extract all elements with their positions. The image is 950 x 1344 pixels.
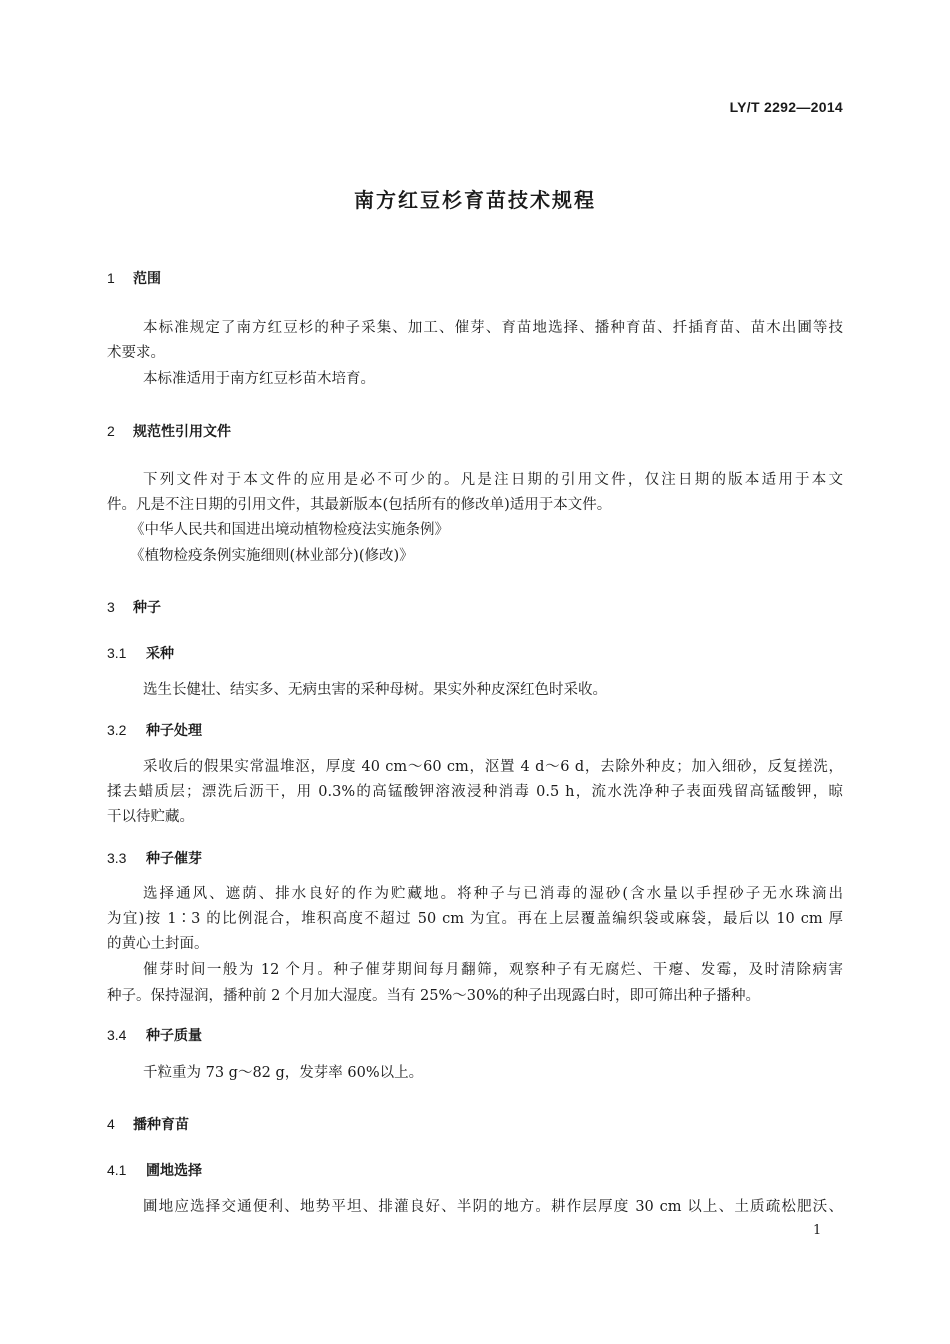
section-title: 范围 <box>133 271 161 287</box>
paragraph-line: 件。凡是不注日期的引用文件，其最新版本(包括所有的修改单)适用于本文件。 <box>107 497 612 513</box>
section-number: 3.2 <box>107 722 127 738</box>
section-number: 4.1 <box>107 1162 127 1178</box>
section-heading-3 <box>107 597 161 617</box>
paragraph-line: 选择通风、遮荫、排水良好的作为贮藏地。将种子与已消毒的湿砂(含水量以手捏砂子无水珠滴出 <box>143 886 843 902</box>
paragraph-line: 术要求。 <box>107 345 165 361</box>
paragraph-line: 催芽时间一般为 12 个月。种子催芽期间每月翻筛，观察种子有无腐烂、干瘪、发霉，及时清除病害 <box>143 962 843 978</box>
section-title: 采种 <box>146 646 174 662</box>
paragraph-line: 千粒重为 73 g～82 g，发芽率 60%以上。 <box>143 1065 424 1081</box>
paragraph-line: 的黄心土封面。 <box>107 936 209 952</box>
section-number: 4 <box>107 1116 115 1132</box>
reference-item: 《中华人民共和国进出境动植物检疫法实施条例》 <box>130 522 449 538</box>
subsection-heading-3-1 <box>107 643 174 663</box>
section-title: 种子质量 <box>146 1028 202 1044</box>
section-title: 播种育苗 <box>133 1117 189 1133</box>
section-title: 圃地选择 <box>146 1163 202 1179</box>
paragraph-line: 本标准规定了南方红豆杉的种子采集、加工、催芽、育苗地选择、播种育苗、扦插育苗、苗木出圃等技 <box>143 320 843 336</box>
section-number: 3 <box>107 599 115 615</box>
section-number: 3.1 <box>107 645 127 661</box>
paragraph-line: 圃地应选择交通便利、地势平坦、排灌良好、半阴的地方。耕作层厚度 30 cm 以上、土质疏松肥沃、 <box>143 1199 843 1215</box>
section-title: 种子 <box>133 600 161 616</box>
document-title: 南方红豆杉育苗技术规程 <box>354 188 596 212</box>
page-number: 1 <box>813 1223 822 1238</box>
section-title: 规范性引用文件 <box>133 424 231 440</box>
section-heading-1 <box>107 268 161 288</box>
subsection-heading-3-4 <box>107 1025 202 1045</box>
paragraph-line: 为宜)按 1∶3 的比例混合，堆积高度不超过 50 cm 为宜。再在上层覆盖编织袋或麻袋，最后以 10 cm 厚 <box>107 911 843 927</box>
paragraph-line: 种子。保持湿润，播种前 2 个月加大湿度。当有 25%～30%的种子出现露白时，即可筛出种子播种。 <box>107 988 761 1004</box>
section-title: 种子催芽 <box>146 851 202 867</box>
paragraph-line: 下列文件对于本文件的应用是必不可少的。凡是注日期的引用文件，仅注日期的版本适用于本文 <box>143 472 843 488</box>
paragraph-line: 揉去蜡质层；漂洗后沥干，用 0.3%的高锰酸钾溶液浸种消毒 0.5 h，流水洗净种子表面残留高锰酸钾，晾 <box>107 784 843 800</box>
subsection-heading-4-1 <box>107 1160 202 1180</box>
section-heading-4 <box>107 1114 189 1134</box>
standard-number: LY/T 2292—2014 <box>729 99 843 115</box>
paragraph-line: 干以待贮藏。 <box>107 809 194 825</box>
subsection-heading-3-2 <box>107 720 202 740</box>
paragraph-line: 本标准适用于南方红豆杉苗木培育。 <box>143 371 375 387</box>
section-number: 3.3 <box>107 850 127 866</box>
subsection-heading-3-3 <box>107 848 202 868</box>
reference-item: 《植物检疫条例实施细则(林业部分)(修改)》 <box>130 548 414 564</box>
section-number: 2 <box>107 423 115 439</box>
section-title: 种子处理 <box>146 723 202 739</box>
section-heading-2 <box>107 421 231 441</box>
paragraph-line: 采收后的假果实常温堆沤，厚度 40 cm～60 cm，沤置 4 d～6 d，去除外种皮；加入细砂，反复搓洗， <box>143 759 843 775</box>
paragraph-line: 选生长健壮、结实多、无病虫害的采种母树。果实外种皮深红色时采收。 <box>143 682 607 698</box>
section-number: 1 <box>107 270 115 286</box>
section-number: 3.4 <box>107 1027 127 1043</box>
